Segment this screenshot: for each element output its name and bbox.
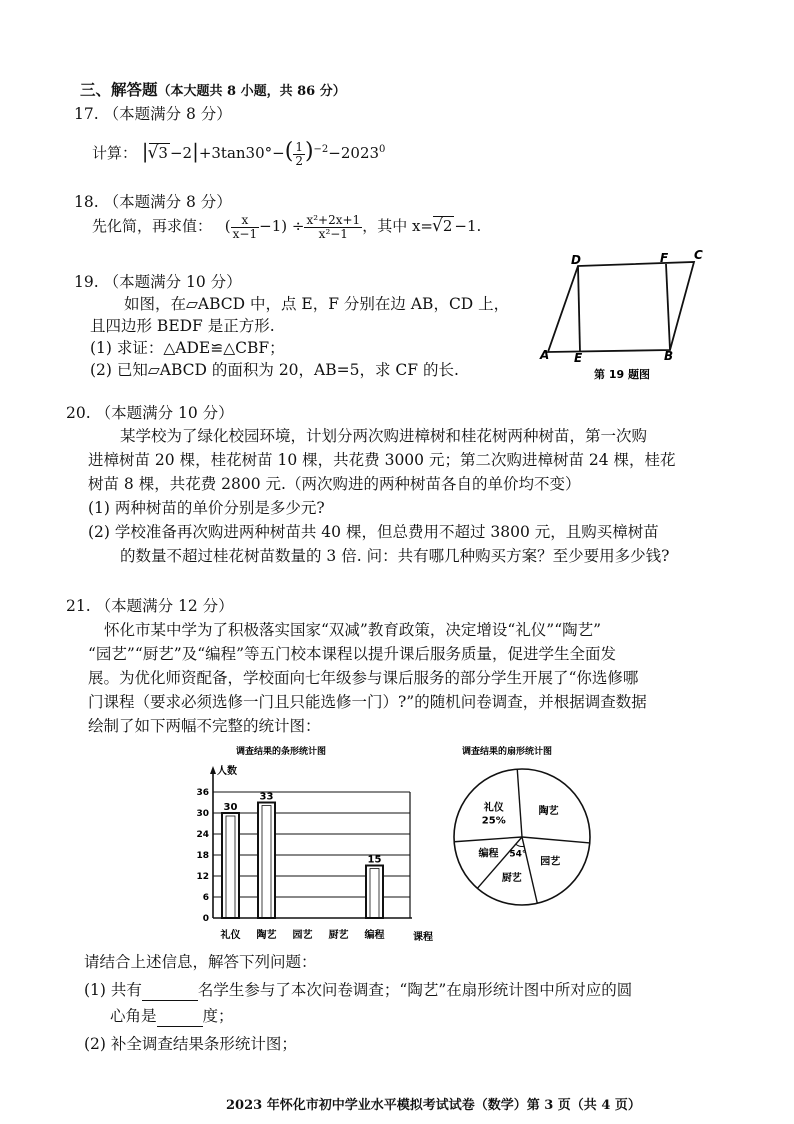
pie-slice-label: 陶艺 xyxy=(538,805,559,817)
y-tick-label: 0 xyxy=(202,914,209,924)
q19-header: 19. （本题满分 10 分） xyxy=(74,273,242,291)
q17-term2: +3tan30°− xyxy=(198,144,285,162)
y-tick-label: 30 xyxy=(196,809,209,819)
q18-minus-one: −1) xyxy=(259,217,288,235)
x-category-label: 园艺 xyxy=(292,930,313,941)
q18-expression: 先化简，再求值： ( $\frac{x}{x-1}$ −1) ÷ $\frac{\text{x²+2x+1}}{\text{x²−1}}$ ，其中 x=√2 −1. xyxy=(92,212,482,241)
q17-prompt: 计算： xyxy=(92,144,138,162)
label-f: F xyxy=(660,251,669,265)
pie-chart-title: 调查结果的扇形统计图 xyxy=(462,747,553,757)
y-tick-label: 6 xyxy=(202,893,209,903)
q19-line1: 如图，在▱ABCD 中，点 E，F 分别在边 AB，CD 上， xyxy=(124,295,510,313)
q17-term3-exp: 0 xyxy=(379,144,386,155)
q18-frac1-num: x xyxy=(231,214,259,228)
q18-header: 18. （本题满分 8 分） xyxy=(74,193,232,211)
q21-part1-a: (1) 共有 xyxy=(84,981,142,999)
y-tick-label: 36 xyxy=(196,788,209,798)
q17-exponent: −2 xyxy=(313,144,329,155)
q20-header: 20. （本题满分 10 分） xyxy=(66,404,234,422)
label-e: E xyxy=(574,351,583,365)
q21-part1-d: 度； xyxy=(202,1007,234,1025)
q18-frac2-den: x²−1 xyxy=(318,226,348,241)
q17-term3: −2023 xyxy=(328,144,380,162)
q21-blank-total[interactable] xyxy=(142,980,198,1001)
q19-figure xyxy=(538,248,718,382)
bar-chart-title: 调查结果的条形统计图 xyxy=(236,747,327,757)
q21-part2: (2) 补全调查结果条形统计图； xyxy=(84,1035,297,1053)
pie-slice-label: 厨艺 xyxy=(501,872,522,884)
q19-part1: (1) 求证：△ADE≌△CBF； xyxy=(90,339,285,357)
pie-angle-label: 54° xyxy=(509,849,527,860)
pie-slice-label: 编程 xyxy=(478,848,499,860)
q20-line1: 某学校为了绿化校园环境，计划分两次购进樟树和桂花树两种树苗，第一次购 xyxy=(120,427,648,445)
pie-chart-slices xyxy=(454,769,590,905)
q21-part1-c: 心角是 xyxy=(110,1007,157,1025)
q20-line2: 进樟树苗 20 棵，桂花树苗 10 棵，共花费 3000 元；第二次购进樟树苗 24 棵，桂花 xyxy=(88,451,676,469)
q18-prompt: 先化简，再求值： xyxy=(92,217,213,235)
pie-slice-label: 礼仪 xyxy=(483,802,504,814)
y-axis-arrow xyxy=(210,766,216,774)
q18-div: ÷ xyxy=(291,217,305,235)
q17-term1: −2 xyxy=(169,144,193,162)
q20-part2a: (2) 学校准备再次购进两种树苗共 40 棵，但总费用不超过 3800 元，且购买樟树苗 xyxy=(88,523,659,541)
segment-bf xyxy=(666,264,670,350)
section-title: 三、解答题 xyxy=(80,80,158,99)
bar-chart-y-ticks xyxy=(196,788,209,924)
page-footer: 2023 年怀化市初中学业水平模拟考试试卷（数学）第 3 页（共 4 页） xyxy=(226,1098,641,1113)
q19-line2: 且四边形 BEDF 是正方形. xyxy=(90,317,275,335)
x-category-label: 厨艺 xyxy=(328,930,349,941)
q21-blank-angle[interactable] xyxy=(157,1006,203,1027)
segment-de xyxy=(578,266,580,352)
label-c: C xyxy=(694,248,703,262)
pie-slice-label: 园艺 xyxy=(540,856,561,868)
pie-slice-percent: 25% xyxy=(481,815,506,827)
q17-sqrt-arg: 3 xyxy=(158,144,168,162)
pie-chart xyxy=(450,742,600,917)
q21-part1-b: 名学生参与了本次问卷调查；“陶艺”在扇形统计图中所对应的圆 xyxy=(197,981,633,999)
parallelogram-abcd xyxy=(548,262,694,352)
bar-陶艺 xyxy=(258,803,275,919)
q19-figure-caption: 第 19 题图 xyxy=(594,368,650,381)
q20-part1: (1) 两种树苗的单价分别是多少元? xyxy=(88,499,325,517)
label-d: D xyxy=(571,253,581,267)
bar-chart xyxy=(176,742,446,947)
q21-line1: 怀化市某中学为了积极落实国家“双减”教育政策，决定增设“礼仪”“陶艺” xyxy=(104,621,602,639)
q20-part2b: 的数量不超过桂花树苗数量的 3 倍. 问：共有哪几种购买方案？至少要用多少钱? xyxy=(120,547,670,565)
q18-frac2-num: x²+2x+1 xyxy=(306,212,361,227)
bar-data-label: 30 xyxy=(223,802,238,813)
bar-礼仪 xyxy=(222,813,239,918)
q18-where-tail: −1. xyxy=(454,217,482,235)
y-tick-label: 18 xyxy=(196,851,209,861)
q17-frac-den: 2 xyxy=(295,153,303,168)
q21-line3: 展。为优化师资配备，学校面向七年级参与课后服务的部分学生开展了“你选修哪 xyxy=(88,669,639,687)
q17-frac-num: 1 xyxy=(295,139,303,154)
q20-line3: 树苗 8 棵，共花费 2800 元.（两次购进的两种树苗各自的单价均不变） xyxy=(88,475,581,493)
y-tick-label: 12 xyxy=(196,872,209,882)
q21-part1-line1 xyxy=(84,980,632,1001)
q17-expression: 计算： |√3 −2|+3tan30°−( $\frac{1}{2}$ )$^{-2}-2023^0$ xyxy=(92,139,386,168)
section-note: （本大题共 8 小题，共 86 分） xyxy=(157,84,346,99)
q18-sqrt-arg: 2 xyxy=(442,217,453,235)
x-category-label: 编程 xyxy=(364,930,385,941)
bar-data-label: 33 xyxy=(259,791,274,803)
q19-part2: (2) 已知▱ABCD 的面积为 20，AB=5，求 CF 的长. xyxy=(90,361,459,379)
q21-header: 21. （本题满分 12 分） xyxy=(66,597,234,615)
q21-followup: 请结合上述信息，解答下列问题： xyxy=(84,953,317,971)
x-category-label: 礼仪 xyxy=(220,930,241,941)
label-b: B xyxy=(664,349,674,363)
q18-frac1-den: x−1 xyxy=(232,226,258,241)
q17-header: 17. （本题满分 8 分） xyxy=(74,105,232,123)
bar-chart-categories xyxy=(220,928,385,941)
q21-part1-line2 xyxy=(110,1006,234,1027)
q18-where: ，其中 x= xyxy=(362,217,433,235)
section-heading xyxy=(80,80,346,102)
bar-编程 xyxy=(366,866,383,919)
label-a: A xyxy=(540,348,550,362)
q21-line4: 门课程（要求必须选修一门且只能选修一门）?”的随机问卷调查，并根据调查数据 xyxy=(88,693,647,711)
bar-data-label: 15 xyxy=(367,854,382,866)
bar-chart-xlabel: 课程 xyxy=(413,932,433,943)
bar-chart-ylabel: 人数 xyxy=(217,766,237,777)
y-tick-label: 24 xyxy=(196,830,209,840)
x-category-label: 陶艺 xyxy=(256,930,277,941)
q21-line5: 绘制了如下两幅不完整的统计图： xyxy=(88,717,321,735)
q21-line2: “园艺”“厨艺”及“编程”等五门校本课程以提升课后服务质量，促进学生全面发 xyxy=(88,645,617,663)
